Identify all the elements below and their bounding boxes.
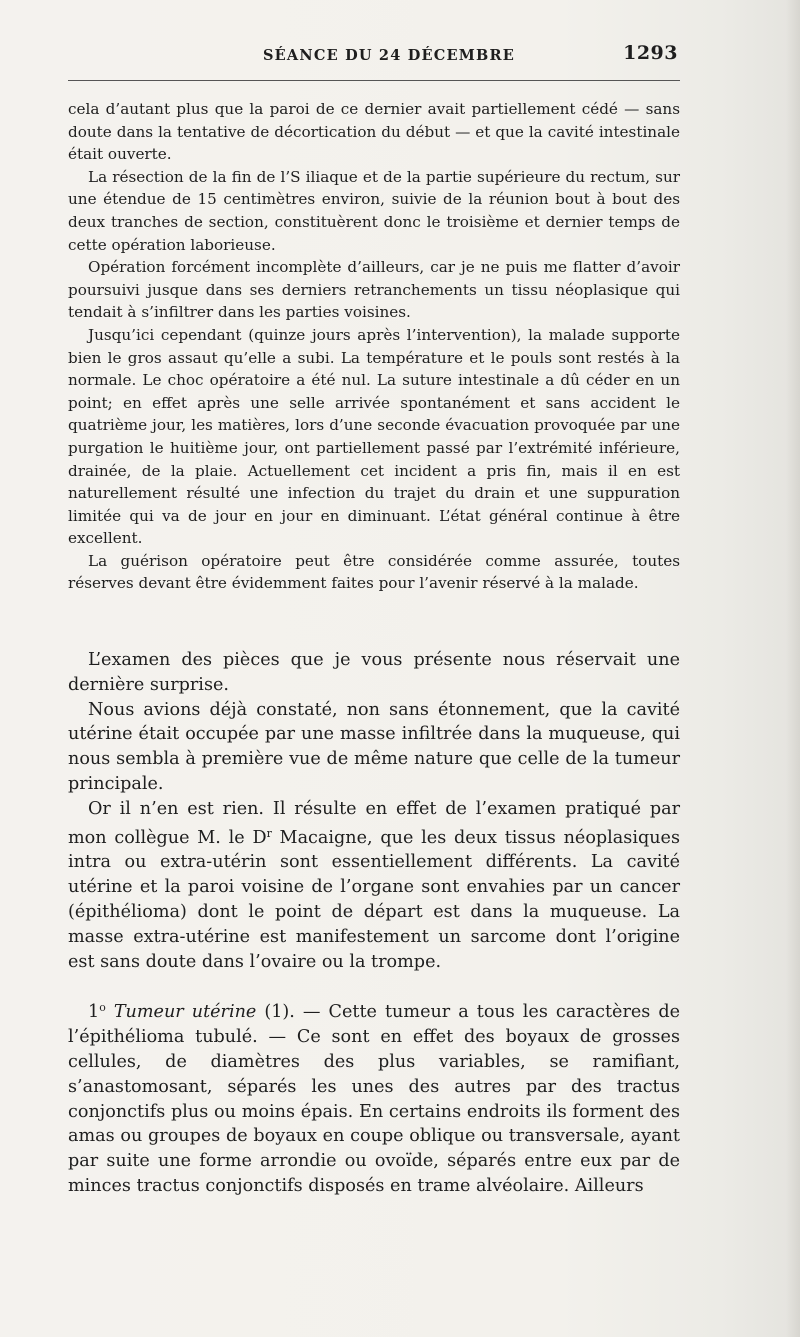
page-header [68, 40, 680, 70]
page-edge [786, 0, 800, 1337]
text-run: — Cette tumeur a tous les caractères de l’épithélioma tubulé. — Ce sont en effet des boyaux de grosses cellules, de diamètres des plus variables, se ramifiant, s’anastomosant, séparés les unes des autres par des tractus conjonctifs plus ou moins épais. En certains endroits ils forment des amas ou groupes de boyaux en coupe oblique ou transversale, ayant par suite une forme arrondie ou ovoïde, séparés entre eux par de minces tractus conjonctifs disposés en trame alvéolaire. Ailleurs [68, 1002, 681, 1196]
paragraph: Opération forcément incomplète d’ailleurs, car je ne puis me flatter d’avoir poursuivi jusque dans ses derniers retranchements un tissu néoplasique qui tendait à s’infiltrer dans les parties voisines. [68, 258, 680, 322]
paragraph: La guérison opératoire peut être considérée comme assurée, toutes réserves devant être évidemment faites pour l’avenir réservé à la malade. [68, 551, 680, 593]
degree-sign: o [99, 1001, 106, 1015]
large-text-block [68, 648, 680, 1199]
superscript: r [266, 826, 272, 840]
running-head: SÉANCE DU 24 DÉCEMBRE [263, 47, 515, 64]
page-number: 1293 [623, 42, 678, 64]
paragraph: L’examen des pièces que je vous présente nous réservait une dernière surprise. [68, 650, 680, 695]
paragraph [68, 797, 680, 975]
header-rule [68, 80, 680, 81]
paragraph: La résection de la fin de l’S iliaque et de la partie supérieure du rectum, sur une étendue de 15 centimètres environ, suivie de la réunion bout à bout des deux tranches de section, constituèrent donc le troisième et dernier temps de cette opération laborieuse. [68, 167, 680, 254]
footnote-ref: (1). [256, 1002, 295, 1023]
small-text-block [68, 98, 680, 595]
section-number: 1 [88, 1002, 100, 1023]
paragraph: cela d’autant plus que la paroi de ce dernier avait partiellement cédé — sans doute dans la tentative de décortication du début — et que la cavité intestinale était ouverte. [68, 100, 680, 164]
paragraph: Nous avions déjà constaté, non sans étonnement, que la cavité utérine était occupée par une masse infiltrée dans la muqueuse, qui nous sembla à première vue de même nature que celle de la tumeur principale. [68, 699, 680, 794]
paragraph: Jusqu’ici cependant (quinze jours après l’intervention), la malade supporte bien le gros assaut qu’elle a subi. La température et le pouls sont restés à la normale. Le choc opératoire a été nul. La suture intestinale a dû céder en un point; en effet après une selle arrivée spontanément et sans accident le quatrième jour, les matières, lors d’une seconde évacuation provoquée par une purgation le huitième jour, ont partiellement passé par l’extrémité inférieure, drainée, de la plaie. Actuellement cet incident a pris fin, mais il en est naturellement résulté une infection du trajet du drain et une suppuration limitée qui va de jour en jour en diminuant. L’état général continue à être excellent. [68, 325, 680, 548]
text-run: Macaigne, que les deux tissus néoplasiques intra ou extra-utérin sont essentiellement différents. La cavité utérine et la paroi voisine de l’organe sont envahies par un cancer (épithélioma) dont le point de départ est dans la muqueuse. La masse extra-utérine est manifestement un sarcome dont l’origine est sans doute dans l’ovaire ou la trompe. [68, 827, 680, 972]
section-gap [68, 974, 680, 996]
section-paragraph [68, 996, 680, 1198]
section-title: Tumeur utérine [113, 1002, 257, 1023]
text-run: Or il n’en est rien. Il résulte en effet de l’examen pratiqué par mon collègue M. le D [68, 798, 680, 848]
